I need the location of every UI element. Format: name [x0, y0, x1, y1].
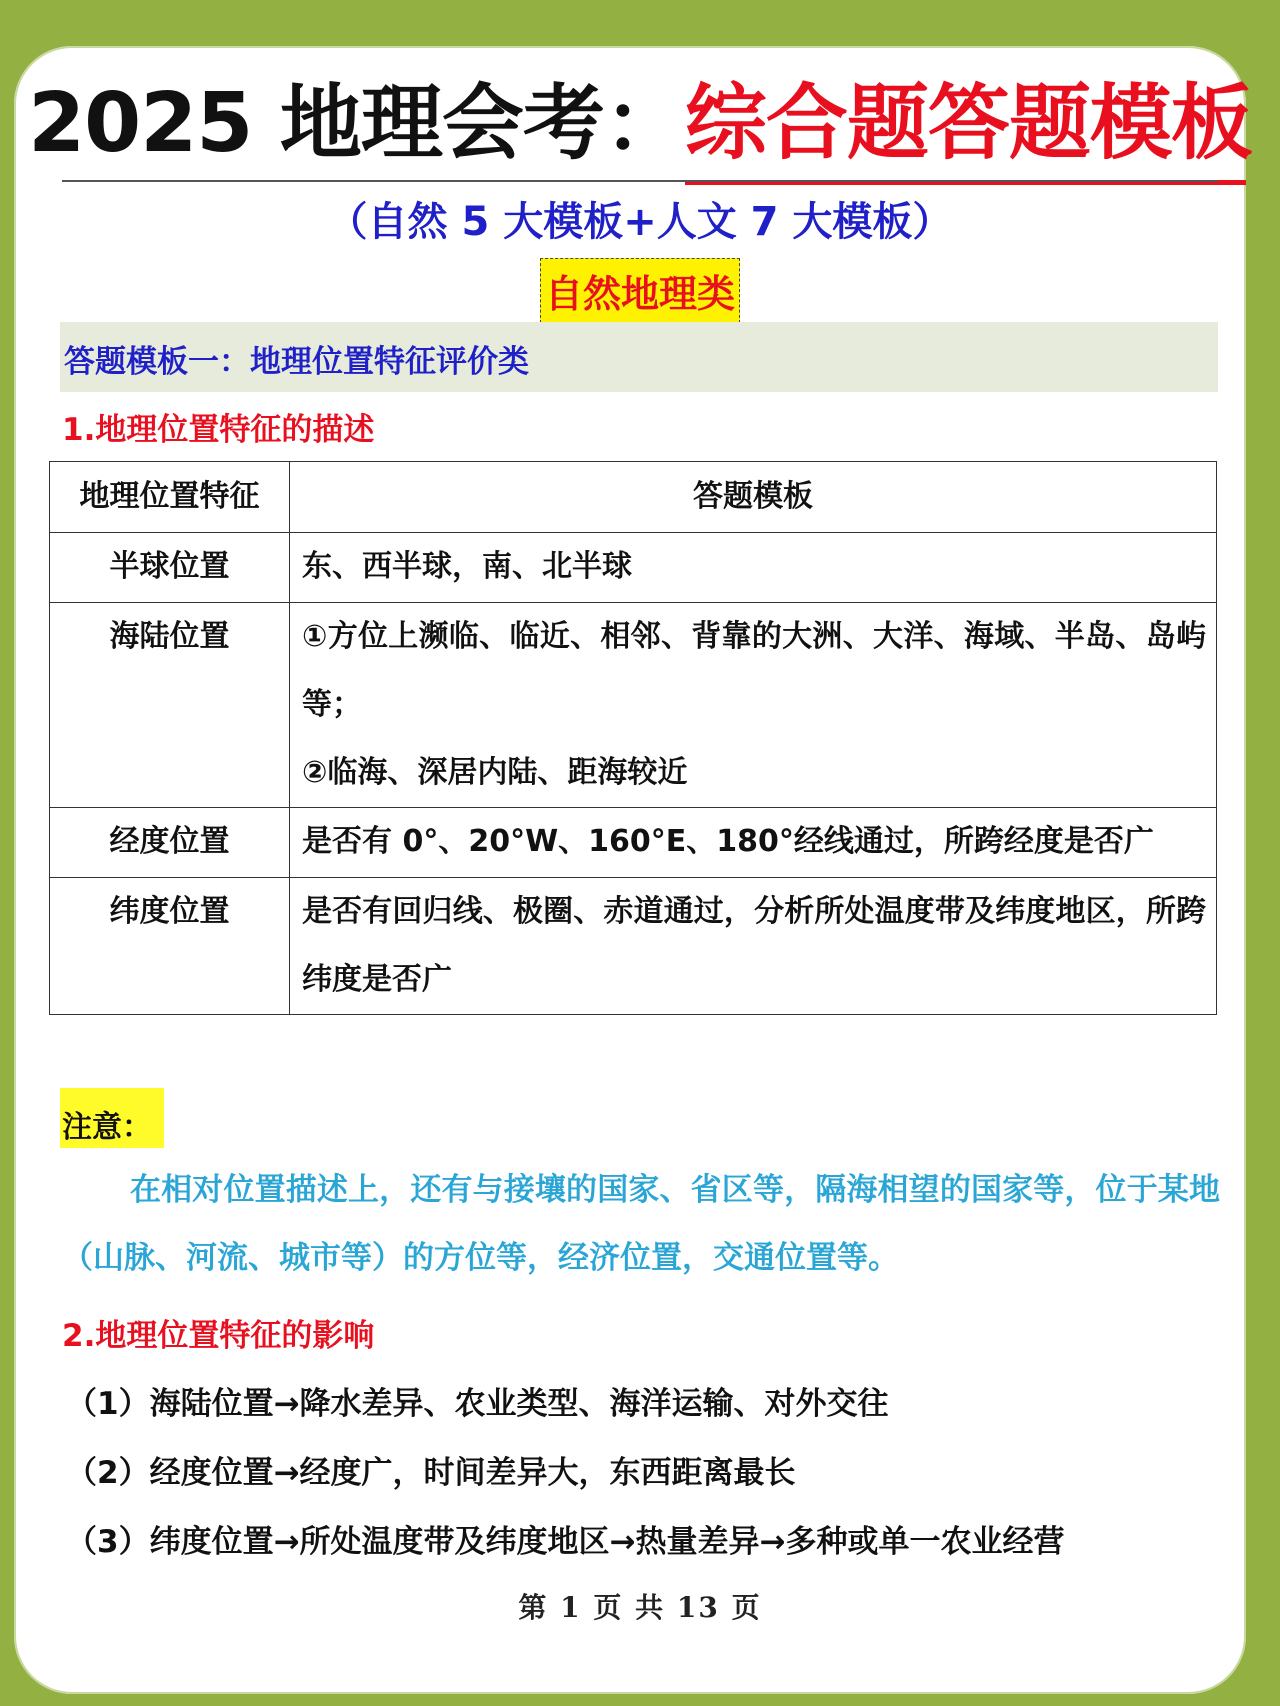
row-key: 海陆位置 [50, 603, 290, 808]
title-divider [62, 180, 1218, 182]
impact-item: （2）经度位置→经度广，时间差异大，东西距离最长 [66, 1455, 796, 1491]
row-key: 纬度位置 [50, 878, 290, 1015]
table-header-template: 答题模板 [290, 462, 1217, 533]
section-title: 答题模板一：地理位置特征评价类 [64, 344, 529, 380]
category-badge: 自然地理类 [540, 258, 740, 323]
table-row [50, 533, 1217, 603]
row-key: 经度位置 [50, 808, 290, 878]
table-row [50, 878, 1217, 1015]
page-title [0, 58, 1280, 175]
heading-impact: 2.地理位置特征的影响 [62, 1318, 375, 1354]
impact-item: （1）海陆位置→降水差异、农业类型、海洋运输、对外交往 [66, 1386, 889, 1422]
table-row [50, 603, 1217, 808]
title-highlight: 综合题答题模板 [685, 58, 1252, 175]
page-footer: 第 1 页 共 13 页 [518, 1591, 762, 1624]
row-value-line-2: ②临海、深居内陆、距海较近 [302, 755, 688, 790]
table-header-row [50, 462, 1217, 533]
note-text: 在相对位置描述上，还有与接壤的国家、省区等，隔海相望的国家等，位于某地（山脉、河流、城市等）的方位等，经济位置，交通位置等。 [62, 1172, 1220, 1276]
title-prefix: 2025 地理会考： [28, 76, 685, 171]
table-row [50, 808, 1217, 878]
row-value: 是否有 0°、20°W、160°E、180°经线通过，所跨经度是否广 [290, 808, 1217, 878]
impact-item: （3）纬度位置→所处温度带及纬度地区→热量差异→多种或单一农业经营 [66, 1524, 1065, 1560]
row-value [290, 603, 1217, 808]
row-value-line-1: ①方位上濒临、临近、相邻、背靠的大洲、大洋、海域、半岛、岛屿等； [302, 619, 1206, 722]
heading-description: 1.地理位置特征的描述 [62, 412, 375, 448]
subtitle: （自然 5 大模板+人文 7 大模板） [327, 199, 953, 245]
table-header-feature: 地理位置特征 [50, 462, 290, 533]
section-header [60, 322, 1218, 392]
row-key: 半球位置 [50, 533, 290, 603]
template-table [49, 461, 1217, 1015]
note-label-text: 注意： [62, 1110, 152, 1145]
note-label [60, 1088, 164, 1148]
row-value: 是否有回归线、极圈、赤道通过，分析所处温度带及纬度地区，所跨纬度是否广 [290, 878, 1217, 1015]
row-value: 东、西半球，南、北半球 [290, 533, 1217, 603]
